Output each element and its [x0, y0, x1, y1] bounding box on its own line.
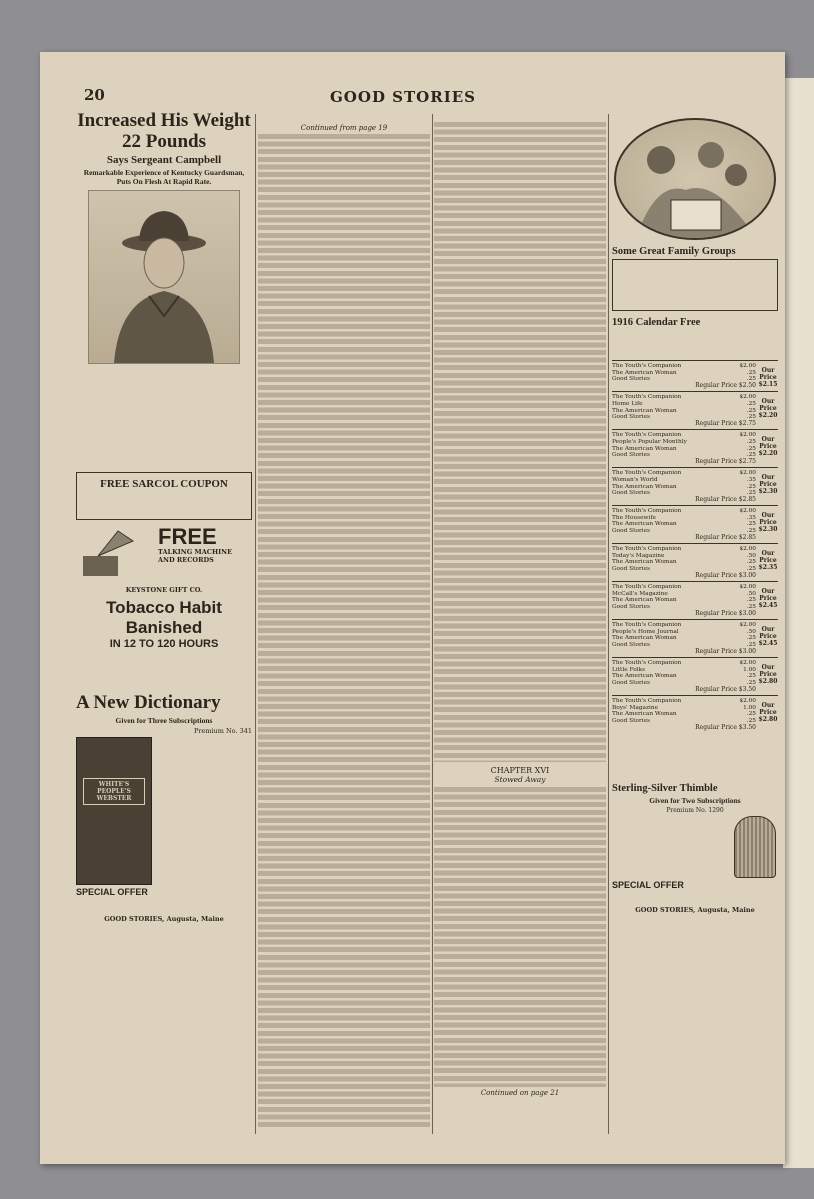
offer-regular-price: Regular Price $2.85 — [695, 533, 756, 541]
subscription-offer — [612, 581, 778, 619]
offer-prices: $2.00 .50 .25 .25 — [739, 546, 756, 573]
adjacent-page — [783, 78, 814, 1168]
story-column-2 — [434, 122, 606, 1132]
weight-dek: Remarkable Experience of Kentucky Guardsman, Puts On Flesh At Rapid Rate. — [83, 168, 245, 186]
offer-prices: $2.00 1.00 .25 .25 — [739, 698, 756, 724]
thimble-ad-body — [612, 814, 778, 876]
offer-regular-price: Regular Price $3.00 — [695, 571, 756, 579]
offer-magazines: The Youth's Companion Woman's World The American Woman Good Stories — [612, 470, 682, 497]
calendar-title: 1916 Calendar Free — [612, 317, 701, 328]
offer-magazines: The Youth's Companion McCall's Magazine The American Woman Good Stories — [612, 584, 682, 610]
offer-our-price: Our Price $2.20 — [758, 436, 778, 458]
offer-our-price: Our Price $2.45 — [758, 588, 778, 610]
coupon-title: FREE SARCOL COUPON — [100, 478, 228, 490]
ad-column-left — [76, 110, 252, 1140]
offer-regular-price: Regular Price $2.75 — [695, 419, 756, 427]
subscription-offer — [612, 391, 778, 429]
talking-machine-ad — [76, 524, 252, 586]
column-rule — [608, 114, 609, 1134]
subscription-offer — [612, 505, 778, 543]
continued-from: Continued from page 19 — [300, 124, 388, 132]
dictionary-title: A New Dictionary — [76, 692, 221, 713]
offer-our-price: Our Price $2.45 — [758, 626, 778, 648]
column-rule — [255, 114, 256, 1134]
dictionary-special-offer: SPECIAL OFFER — [76, 887, 148, 897]
offer-magazines: The Youth's Companion People's Home Journal The American Woman Good Stories — [612, 622, 682, 648]
continued-on: Continued on page 21 — [480, 1089, 560, 1097]
book-brand: WHITE'S PEOPLE'S WEBSTER — [83, 778, 145, 805]
dictionary-ad-body — [76, 735, 252, 885]
soldier-photo — [88, 190, 240, 364]
tobacco-title: Tobacco Habit Banished — [106, 598, 222, 637]
offer-magazines: The Youth's Companion People's Popular Monthly The American Woman Good Stories — [612, 432, 687, 459]
dictionary-premium: Premium No. 341 — [193, 727, 252, 735]
free-label: FREE — [158, 524, 217, 549]
tobacco-ad-text — [76, 652, 252, 686]
thimble-image — [734, 816, 776, 878]
story-text-1 — [258, 134, 430, 1129]
offer-regular-price: Regular Price $2.85 — [695, 495, 756, 503]
offer-regular-price: Regular Price $3.00 — [695, 609, 756, 617]
offer-our-price: Our Price $2.80 — [758, 702, 778, 724]
offer-our-price: Our Price $2.35 — [758, 550, 778, 572]
offer-magazines: The Youth's Companion The American Woman Good Stories — [612, 363, 682, 383]
dictionary-book-image — [76, 737, 152, 885]
offer-our-price: Our Price $2.15 — [758, 367, 778, 388]
story-text-3 — [434, 787, 606, 1087]
offer-prices: $2.00 .25 .25 — [739, 363, 756, 383]
offer-regular-price: Regular Price $3.00 — [695, 647, 756, 655]
offer-regular-price: Regular Price $3.50 — [695, 685, 756, 693]
weight-ad-text — [76, 368, 252, 468]
offer-magazines: The Youth's Companion Little Folks The American Woman Good Stories — [612, 660, 682, 686]
offer-prices: $2.00 .35 .25 .25 — [739, 508, 756, 535]
offers-column — [612, 114, 778, 1144]
subscription-offer — [612, 543, 778, 581]
offer-prices: $2.00 .50 .25 .25 — [739, 622, 756, 648]
magazine-page — [40, 52, 785, 1164]
family-groups-title: Some Great Family Groups — [612, 246, 736, 257]
offer-magazines: The Youth's Companion Boys' Magazine The American Woman Good Stories — [612, 698, 682, 724]
subscription-offer — [612, 429, 778, 467]
phonograph-icon — [78, 526, 138, 581]
column-rule — [432, 114, 433, 1134]
weight-subhead: Says Sergeant Campbell — [106, 154, 222, 166]
soldier-illustration — [89, 191, 239, 363]
offer-magazines: The Youth's Companion Today's Magazine The American Woman Good Stories — [612, 546, 682, 573]
offer-prices: $2.00 1.00 .25 .25 — [739, 660, 756, 686]
subscription-offer — [612, 467, 778, 505]
thimble-sub: Given for Two Subscriptions — [649, 796, 741, 806]
offer-prices: $2.00 .35 .25 .25 — [739, 470, 756, 497]
left-footer: GOOD STORIES, Augusta, Maine — [104, 915, 224, 923]
thimble-title: Sterling-Silver Thimble — [612, 783, 718, 795]
family-illustration — [614, 118, 776, 240]
keystone-company: KEYSTONE GIFT CO. — [125, 586, 203, 594]
offer-regular-price: Regular Price $3.50 — [695, 723, 756, 731]
offer-regular-price: Regular Price $2.75 — [695, 457, 756, 465]
dictionary-sub: Given for Three Subscriptions — [115, 716, 213, 725]
right-footer: GOOD STORIES, Augusta, Maine — [635, 906, 755, 915]
page-header — [40, 86, 785, 106]
story-column-1 — [258, 122, 430, 1132]
offer-our-price: Our Price $2.20 — [758, 398, 778, 420]
thimble-premium: Premium No. 1290 — [666, 807, 724, 815]
offer-our-price: Our Price $2.80 — [758, 664, 778, 686]
story-text-2 — [434, 122, 606, 762]
family-reading-image — [616, 120, 774, 238]
offer-prices: $2.00 .25 .25 .25 — [739, 432, 756, 459]
offer-regular-price: Regular Price $2.50 — [695, 381, 756, 389]
chapter-title: Stowed Away — [494, 775, 546, 784]
offer-prices: $2.00 .25 .25 .25 — [739, 394, 756, 421]
chapter-heading: CHAPTER XVI — [490, 766, 550, 775]
offer-magazines: The Youth's Companion The Housewife The American Woman Good Stories — [612, 508, 682, 535]
free-sub: TALKING MACHINE AND RECORDS — [158, 548, 233, 564]
page-number: 20 — [84, 86, 105, 104]
offer-our-price: Our Price $2.30 — [758, 512, 778, 534]
sarcol-coupon — [76, 472, 252, 520]
offer-prices: $2.00 .50 .25 .25 — [739, 584, 756, 610]
subscription-offer — [612, 657, 778, 695]
thimble-special-offer: SPECIAL OFFER — [612, 880, 684, 891]
offer-magazines: The Youth's Companion Home Life The American Woman Good Stories — [612, 394, 682, 421]
weight-headline: Increased His Weight 22 Pounds — [77, 110, 251, 152]
subscription-offer — [612, 695, 778, 733]
offer-list — [612, 360, 778, 733]
offer-our-price: Our Price $2.30 — [758, 474, 778, 496]
subscription-offer — [612, 619, 778, 657]
subscription-offer — [612, 360, 778, 391]
page-title: GOOD STORIES — [330, 88, 476, 106]
tobacco-sub: IN 12 TO 120 HOURS — [109, 638, 219, 650]
